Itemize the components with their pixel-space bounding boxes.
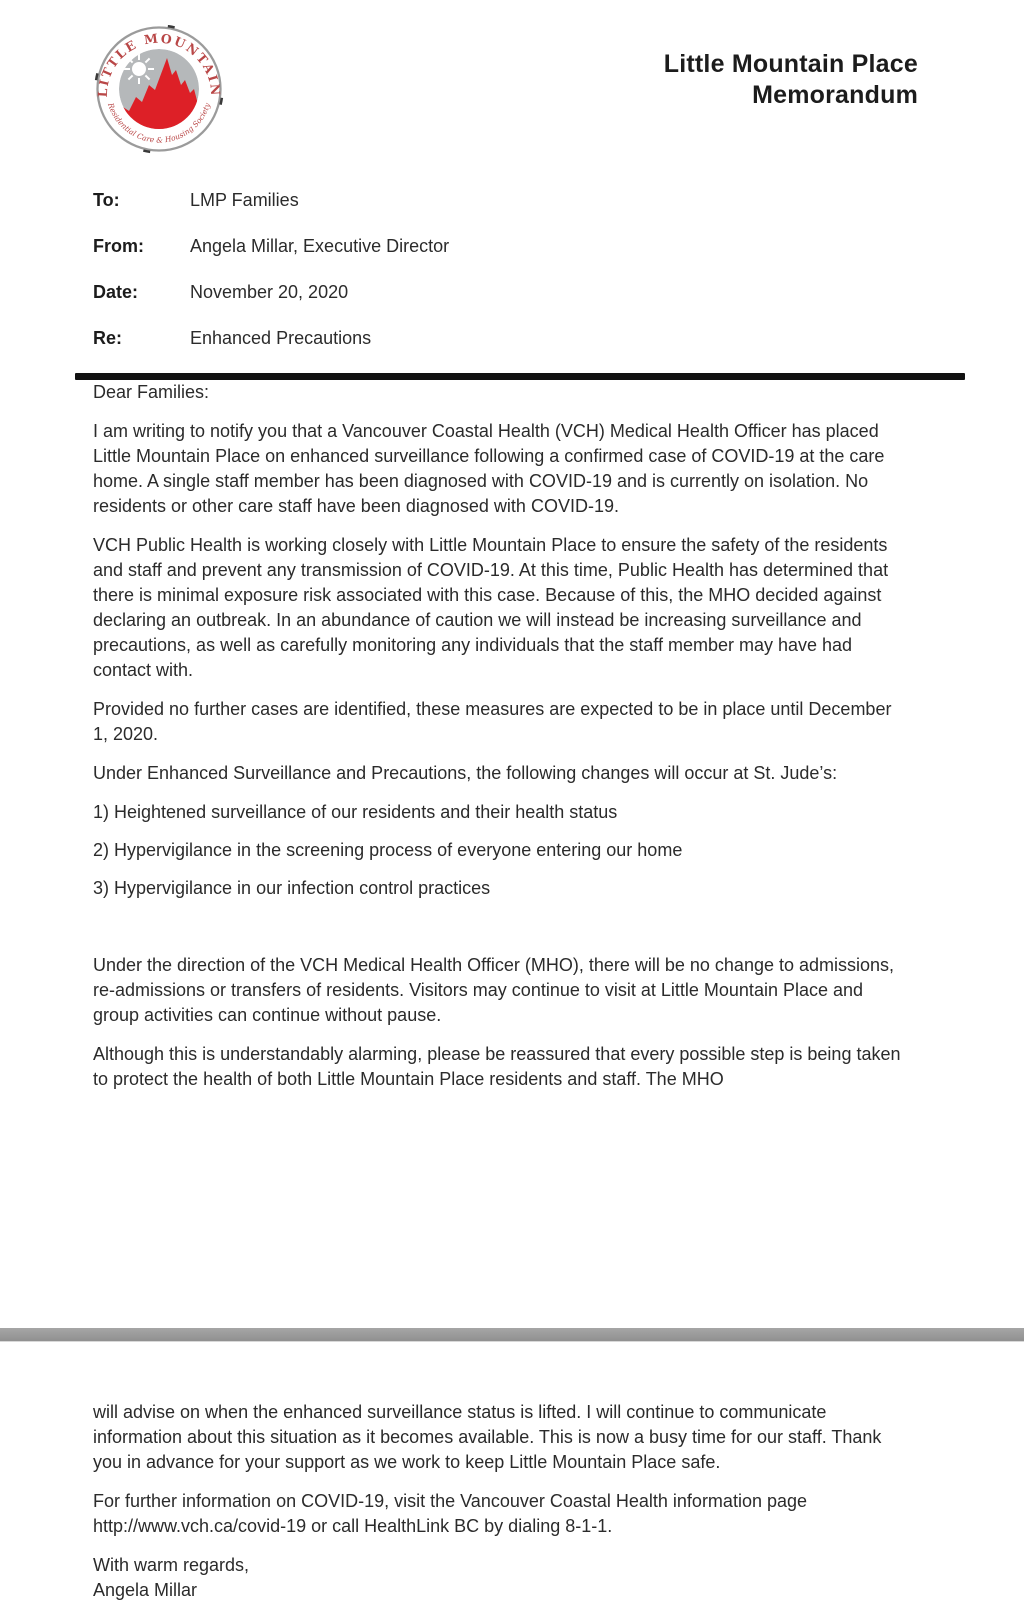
field-date-value: November 20, 2020 bbox=[190, 282, 349, 302]
field-from-value: Angela Millar, Executive Director bbox=[190, 236, 450, 256]
list-item-2: 2) Hypervigilance in the screening process of everyone entering our home bbox=[93, 840, 683, 860]
paragraph-8: For further information on COVID-19, visit the Vancouver Coastal Health information page http://www.vch.ca/covid-19 or call HealthLink BC by dialing 8-1-1. bbox=[93, 1491, 808, 1536]
field-to bbox=[93, 189, 930, 211]
field-date-label: Date: bbox=[93, 282, 139, 302]
logo-inner-scene bbox=[113, 49, 205, 131]
paragraph-5: Under the direction of the VCH Medical Health Officer (MHO), there will be no change to admissions, re-admissions or transfers of residents. Visitors may continue to visit at Little Mountain Place and group activities can continue without pause. bbox=[93, 955, 895, 1025]
memo-body-page2 bbox=[93, 1400, 908, 1603]
field-from-label: From: bbox=[93, 236, 144, 256]
field-from bbox=[93, 235, 930, 257]
logo-arc-top-text: LITTLE MOUNTAIN bbox=[94, 30, 224, 98]
paragraph-2: VCH Public Health is working closely with Little Mountain Place to ensure the safety of the residents and staff and prevent any transmission of COVID-19. At this time, Public Health has determined that there is minimal exposure risk associated with this case. Because of this, the MHO decided against declaring an outbreak. In an abundance of caution we will instead be increasing surveillance and precautions, as well as carefully monitoring any individuals that the staff member may have had contact with. bbox=[93, 535, 889, 680]
memo-fields bbox=[93, 189, 930, 349]
field-re-label: Re: bbox=[93, 328, 123, 348]
logo-arc-bottom-text: Residential Care & Housing Society bbox=[106, 101, 212, 145]
list-item-1: 1) Heightened surveillance of our residents and their health status bbox=[93, 802, 618, 822]
sun-icon bbox=[124, 54, 154, 84]
list-item-3: 3) Hypervigilance in our infection control practices bbox=[93, 878, 491, 898]
salutation: Dear Families: bbox=[93, 382, 210, 402]
paragraph-7: will advise on when the enhanced surveillance status is lifted. I will continue to communicate information about this situation as it becomes available. This is now a busy time for our staff. Thank you in advance for your support as we work to keep Little Mountain Place safe. bbox=[93, 1402, 882, 1472]
page-break-divider bbox=[0, 1328, 1024, 1342]
field-to-value: LMP Families bbox=[190, 190, 299, 210]
closing-block bbox=[93, 1553, 908, 1603]
field-re bbox=[93, 327, 930, 349]
signature: Angela Millar bbox=[93, 1580, 198, 1600]
memo-body bbox=[93, 380, 908, 1092]
page-title bbox=[664, 49, 918, 111]
paragraph-6: Although this is understandably alarming, please be reassured that every possible step is being taken to protect the health of both Little Mountain Place residents and staff. The MHO bbox=[93, 1044, 901, 1089]
paragraph-1: I am writing to notify you that a Vancouver Coastal Health (VCH) Medical Health Officer has placed Little Mountain Place on enhanced surveillance following a confirmed case of COVID-19 at the care home. A single staff member has been diagnosed with COVID-19 and is currently on isolation. No residents or other care staff have been diagnosed with COVID-19. bbox=[93, 421, 885, 516]
closing: With warm regards, bbox=[93, 1555, 250, 1575]
little-mountain-logo-icon bbox=[93, 25, 225, 161]
field-re-value: Enhanced Precautions bbox=[190, 328, 372, 348]
header-divider-rule bbox=[75, 373, 965, 380]
field-date bbox=[93, 281, 930, 303]
organization-logo bbox=[93, 25, 225, 161]
memo-title-line1: Little Mountain Place bbox=[663, 50, 918, 78]
memo-header bbox=[93, 25, 930, 165]
memo-title-line2: Memorandum bbox=[752, 81, 918, 109]
paragraph-3: Provided no further cases are identified, these measures are expected to be in place until December 1, 2020. bbox=[93, 699, 892, 744]
field-to-label: To: bbox=[93, 190, 120, 210]
paragraph-4: Under Enhanced Surveillance and Precautions, the following changes will occur at St. Jude’s: bbox=[93, 763, 838, 783]
memo-page-2 bbox=[0, 1342, 1024, 1621]
